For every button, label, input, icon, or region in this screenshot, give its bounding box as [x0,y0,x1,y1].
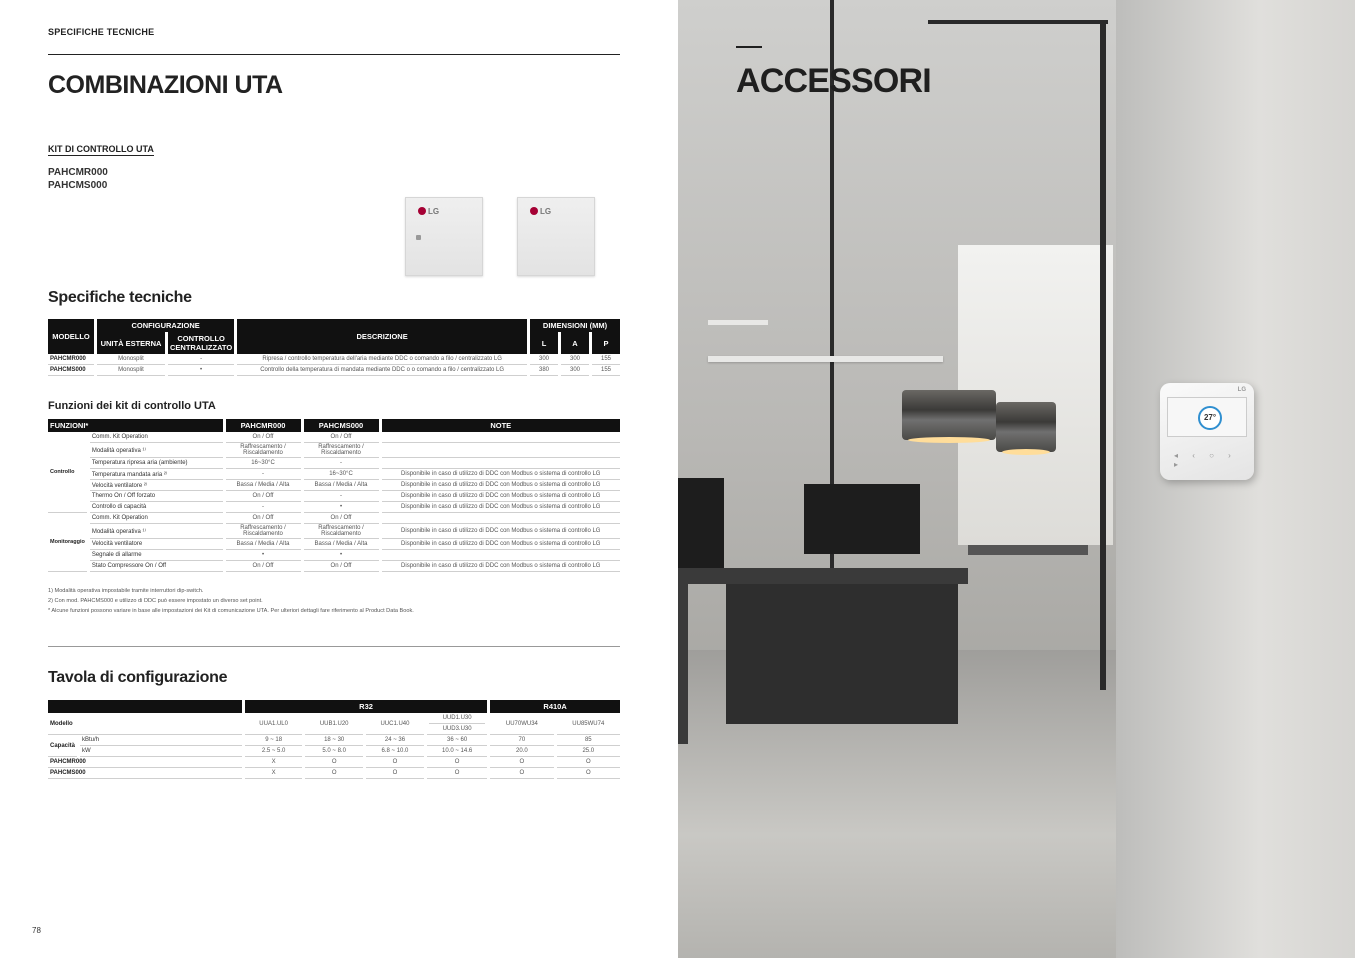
table-cell: On / Off [304,513,379,524]
table-cell: O [305,757,363,768]
table-cell: kBtu/h [80,735,242,746]
model-code-1: PAHCMR000 [48,167,108,178]
table-cell: Disponibile in caso di utilizzo di DDC con Modbus o sistema di controllo LG [382,524,621,539]
table-cell: X [245,768,303,779]
tavola-heading: Tavola di configurazione [48,669,228,686]
table-cell: Segnale di allarme [90,550,223,561]
lg-thermostat [1160,383,1254,480]
lg-logo-icon: LG [1237,387,1246,393]
th-modello: MODELLO [48,319,94,354]
table-row [48,746,620,757]
table-cell: On / Off [226,513,301,524]
table-cell: On / Off [304,432,379,443]
table-cell: O [490,768,553,779]
tavola-table [45,700,623,779]
table-cell: 20.0 [490,746,553,757]
th-r32: R32 [245,700,487,713]
table-cell: UUD1.U30 [442,715,472,721]
funzioni-heading: Funzioni dei kit di controllo UTA [48,400,216,412]
table-cell: 9 ~ 18 [245,735,303,746]
table-cell: Stato Compressore On / Off [90,561,223,572]
ceiling-light [708,356,943,362]
table-cell [366,713,424,735]
lg-logo-icon: LG [418,207,439,216]
table-cell: 16~30°C [226,458,301,469]
table-cell: - [304,458,379,469]
table-cell: Temperatura ripresa aria (ambiente) [90,458,223,469]
title-dash [736,46,762,48]
table-cell: Comm. Kit Operation [90,513,223,524]
specs-table [45,319,623,376]
th-configurazione: CONFIGURAZIONE [97,319,234,332]
table-cell [490,713,553,735]
table-cell: O [366,768,424,779]
table-cell: 36 ~ 60 [427,735,487,746]
table-row [48,480,620,491]
th-r410a: R410A [490,700,620,713]
footnote-3: * Alcune funzioni possono variare in base alle impostazioni dei Kit di comunicazione UTA. Per ulteriori dettagli fare riferimento al Product Data Book. [48,608,414,614]
table-cell: 2.5 ~ 5.0 [245,746,303,757]
table-cell [305,713,363,735]
thermostat-keys-icon: ◂ ‹ ○ › ▸ [1174,451,1237,469]
table-cell: • [304,550,379,561]
table-cell: On / Off [226,432,301,443]
table-cell: UU85WU74 [572,720,605,727]
table-cell [245,713,303,735]
product-image-pahcms000 [517,197,595,276]
table-cell: O [366,757,424,768]
table-row [48,757,620,768]
section-label: SPECIFICHE TECNICHE [48,27,155,37]
th-a: A [561,332,589,354]
table-row: PAHCMS000 Monosplit • Controllo della temperatura di mandata mediante DDC o o comando a filo / centralizzato LG 380 300 155 [48,365,620,376]
table-cell [382,443,621,458]
table-cell: O [490,757,553,768]
table-row [48,539,620,550]
monitor [804,484,920,554]
table-cell: Raffrescamento / Riscaldamento [226,443,301,458]
funzioni-table [45,419,623,572]
table-cell: 18 ~ 30 [305,735,363,746]
table-cell [427,713,487,735]
table-cell: UUD3.U30 [429,723,485,732]
top-rule [48,54,620,55]
table-cell: 24 ~ 36 [366,735,424,746]
table-cell: 5.0 ~ 8.0 [305,746,363,757]
monitor [678,478,724,568]
table-cell: Velocità ventilatore ²⁾ [90,480,223,491]
table-cell: Bassa / Media / Alta [226,480,301,491]
table-cell: Bassa / Media / Alta [226,539,301,550]
table-cell: On / Off [304,561,379,572]
table-cell: Velocità ventilatore [90,539,223,550]
kit-title: KIT DI CONTROLLO UTA [48,144,154,154]
footnote-2: 2) Con mod. PAHCMS000 e utilizzo di DDC può essere impostato un diverso set point. [48,598,263,604]
table-cell: Disponibile in caso di utilizzo di DDC con Modbus o sistema di controllo LG [382,469,621,480]
table-cell [557,713,620,735]
table-cell: Capacità [48,735,77,757]
temperature-display: 27° [1198,406,1222,430]
table-cell: UUC1.U40 [380,720,410,727]
th-controllo: CONTROLLO CENTRALIZZATO [170,334,233,352]
table-cell: O [557,768,620,779]
table-row: PAHCMR000 Monosplit - Ripresa / controllo temperatura dell'aria mediante DDC o comando a filo / centralizzato LG 300 300 155 [48,354,620,365]
table-cell: On / Off [226,491,301,502]
desk [678,568,968,584]
th-unita-esterna: UNITÀ ESTERNA [97,332,165,354]
th-pahcmr000: PAHCMR000 [226,419,301,432]
table-row [48,561,620,572]
table-row [48,513,620,524]
table-cell: UUA1.UL0 [259,720,288,727]
table-cell: • [226,550,301,561]
table-row [48,550,620,561]
table-row [48,735,620,746]
table-cell: Comm. Kit Operation [90,432,223,443]
table-cell: Temperatura mandata aria ²⁾ [90,469,223,480]
table-row [48,768,620,779]
desk [968,545,1088,555]
table-cell: kW [80,746,242,757]
table-cell: 16~30°C [304,469,379,480]
table-cell: X [245,757,303,768]
th-p: P [592,332,620,354]
right-page-photo [678,0,1355,958]
table-cell: O [427,757,487,768]
section-divider [48,646,620,647]
desk-leg [678,584,688,744]
table-cell: Thermo On / Off forzato [90,491,223,502]
pendant-lamp [902,390,996,440]
table-row [48,432,620,443]
table-cell: 70 [490,735,553,746]
table-cell: - [226,469,301,480]
table-cell: 10.0 ~ 14.6 [427,746,487,757]
lg-logo-icon: LG [530,207,551,216]
table-cell: 25.0 [557,746,620,757]
table-cell: Controllo di capacità [90,502,223,513]
th-blank [48,700,242,713]
table-cell: • [304,502,379,513]
pendant-lamp [996,402,1056,452]
table-row [48,502,620,513]
glass-frame [1100,20,1106,690]
th-funzioni: FUNZIONI* [48,419,223,432]
table-cell: Disponibile in caso di utilizzo di DDC con Modbus o sistema di controllo LG [382,539,621,550]
table-cell [382,458,621,469]
table-cell: PAHCMR000 [48,757,242,768]
desk [726,584,958,724]
table-cell: - [304,491,379,502]
thermostat-screen [1167,397,1247,437]
table-cell: UUB1.U20 [319,720,349,727]
table-cell [382,550,621,561]
table-cell: PAHCMS000 [48,768,242,779]
table-cell: Raffrescamento / Riscaldamento [304,443,379,458]
th-dimensioni: DIMENSIONI (MM) [530,319,620,332]
th-l: L [530,332,558,354]
table-cell: O [305,768,363,779]
table-cell: Modalità operativa ¹⁾ [90,443,223,458]
table-cell: Raffrescamento / Riscaldamento [226,524,301,539]
table-cell: 85 [557,735,620,746]
group-label: Controllo [48,432,87,513]
th-pahcms000: PAHCMS000 [304,419,379,432]
page-number: 78 [32,926,41,935]
table-row [48,443,620,458]
table-cell [382,432,621,443]
table-cell: - [226,502,301,513]
table-cell: O [427,768,487,779]
glass-frame [928,20,1108,24]
table-cell: Disponibile in caso di utilizzo di DDC con Modbus o sistema di controllo LG [382,480,621,491]
table-row [48,524,620,539]
table-row [48,713,620,735]
table-cell: Raffrescamento / Riscaldamento [304,524,379,539]
footnote-1: 1) Modalità operativa impostabile tramite interruttori dip-switch. [48,588,204,594]
ceiling-light [708,320,768,325]
table-cell: On / Off [226,561,301,572]
table-row [48,469,620,480]
table-cell: Modalità operativa ¹⁾ [90,524,223,539]
th-descrizione: DESCRIZIONE [237,319,527,354]
table-cell: UU70WU34 [505,720,538,727]
table-row [48,491,620,502]
page-title: COMBINAZIONI UTA [48,71,283,99]
accessori-title: ACCESSORI [736,62,931,100]
table-cell: Disponibile in caso di utilizzo di DDC con Modbus o sistema di controllo LG [382,491,621,502]
specs-heading: Specifiche tecniche [48,289,192,306]
product-image-pahcmr000 [405,197,483,276]
model-code-2: PAHCMS000 [48,180,108,191]
th-note: NOTE [382,419,621,432]
table-row [48,458,620,469]
table-cell: Bassa / Media / Alta [304,539,379,550]
table-cell [382,513,621,524]
table-cell: 6.8 ~ 10.0 [366,746,424,757]
table-cell: Disponibile in caso di utilizzo di DDC con Modbus o sistema di controllo LG [382,561,621,572]
table-cell: Bassa / Media / Alta [304,480,379,491]
table-cell: O [557,757,620,768]
group-label: Monitoraggio [48,513,87,572]
table-cell: Disponibile in caso di utilizzo di DDC con Modbus o sistema di controllo LG [382,502,621,513]
knob-icon [416,235,421,240]
table-cell: Modello [48,713,242,735]
